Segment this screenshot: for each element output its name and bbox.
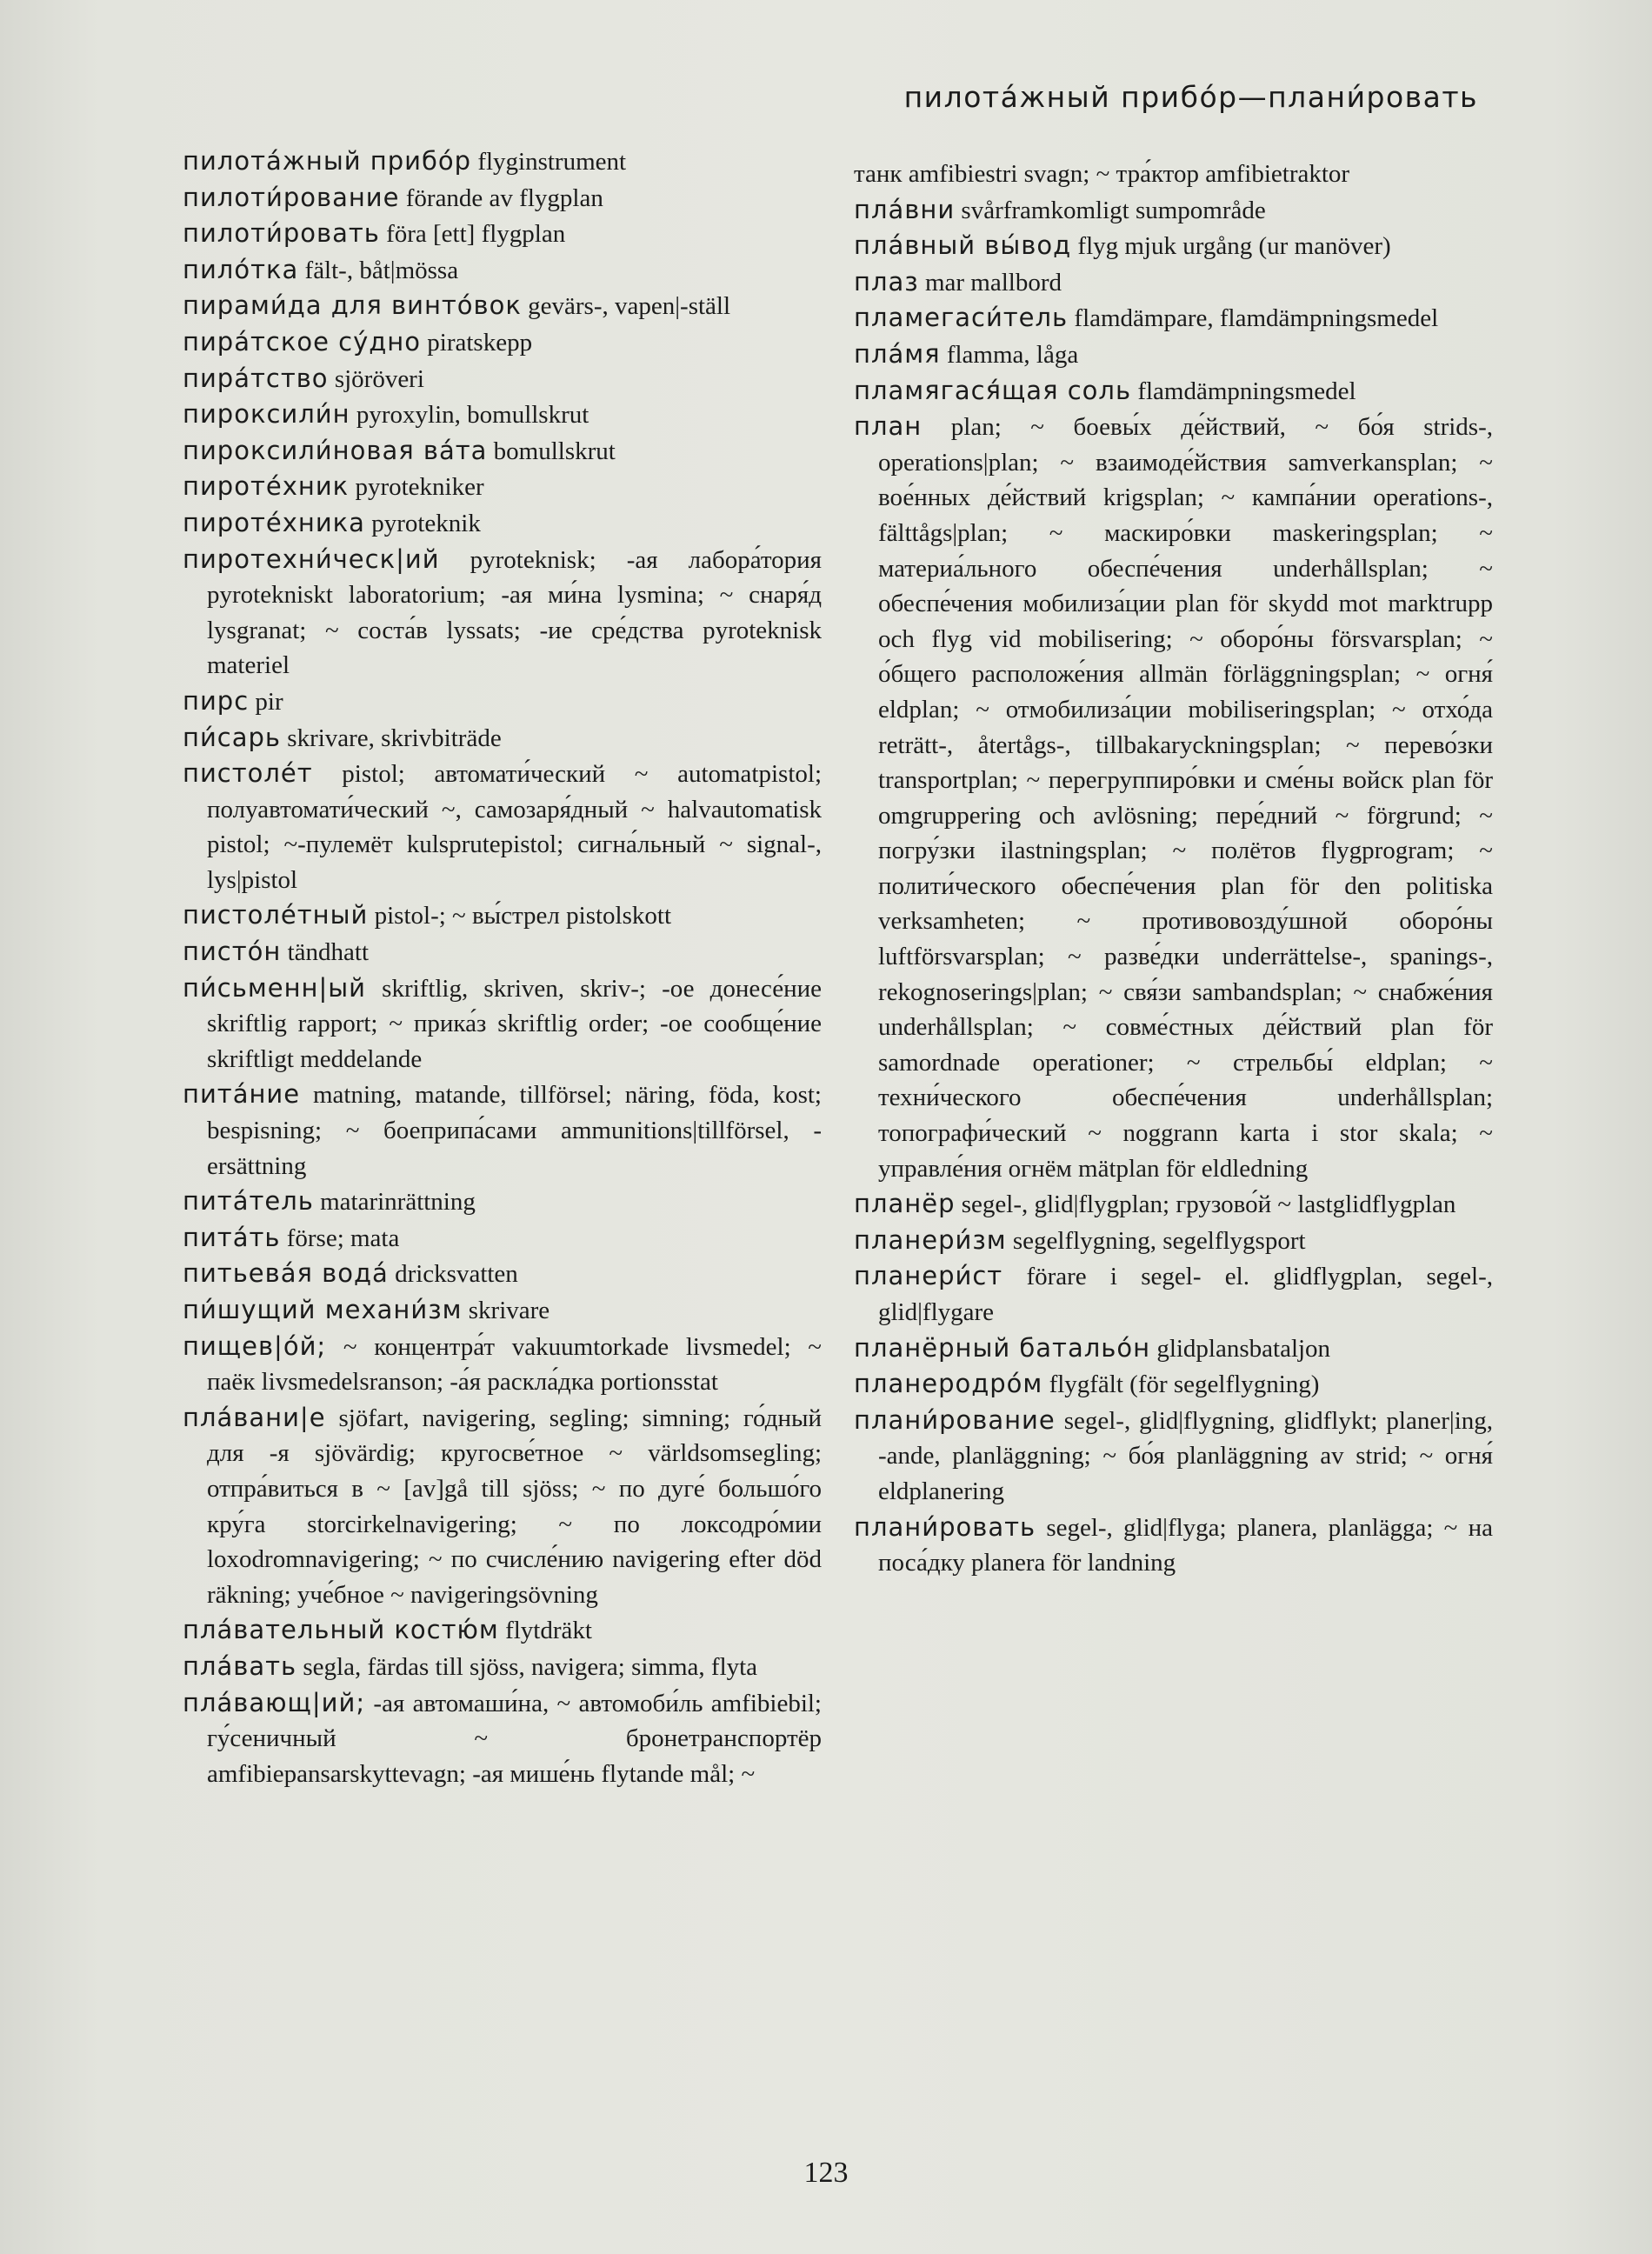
entry-headword: пира́тство — [183, 363, 329, 393]
entry-definition: skrivare — [462, 1297, 550, 1324]
entry-headword: пла́вный вы́вод — [854, 230, 1072, 261]
dictionary-entry — [854, 1186, 1493, 1223]
dictionary-entry — [183, 1220, 822, 1257]
entry-headword: пита́ние — [183, 1079, 301, 1110]
left-column — [183, 143, 822, 1791]
entry-headword: пирами́да для винто́вок — [183, 290, 522, 321]
entry-definition: -ая автомаши́на, ~ автомоби́ль amfibiebil; гу́сеничный ~ бронетранспортёр amfibiepansarskyttevagn; -ая мише́нь flytande mål; ~ — [207, 1689, 822, 1788]
entry-headword: пла́вани|е — [183, 1402, 326, 1432]
dictionary-entry — [183, 143, 822, 180]
entry-headword: писто́н — [183, 937, 282, 967]
dictionary-entry — [183, 1400, 822, 1613]
dictionary-entry — [183, 288, 822, 324]
dictionary-entry — [854, 1223, 1493, 1259]
entry-headword: пира́тское су́дно — [183, 326, 422, 357]
entry-definition: skrivare, skrivbiträde — [281, 724, 502, 752]
entry-headword: пилоти́рование — [183, 182, 400, 212]
dictionary-entry — [854, 228, 1493, 264]
dictionary-entry — [854, 1330, 1493, 1367]
dictionary-entry — [183, 505, 822, 542]
entry-headword: пла́вать — [183, 1650, 297, 1681]
dictionary-entry — [183, 684, 822, 720]
entry-headword: пи́сарь — [183, 722, 282, 752]
entry-definition: ~ концентра́т vakuumtorkade livsmedel; ~ паёк livsmedelsranson; -а́я раскла́дка portionsstat — [207, 1332, 822, 1397]
dictionary-entry — [854, 1403, 1493, 1510]
entry-headword: пла́вающ|ий; — [183, 1687, 366, 1717]
entry-headword: пламягася́щая соль — [854, 375, 1132, 405]
entry-definition: föra [ett] flygplan — [379, 220, 566, 249]
dictionary-entry — [183, 970, 822, 1077]
dictionary-entry — [854, 373, 1493, 410]
entry-definition: segla, färdas till sjöss, navigera; simma, flyta — [296, 1652, 758, 1681]
dictionary-entry — [854, 157, 1493, 192]
dictionary-entry — [854, 192, 1493, 229]
entry-definition: dricksvatten — [388, 1260, 518, 1289]
entry-headword: пироксили́новая ва́та — [183, 435, 488, 465]
dictionary-entry — [183, 756, 822, 897]
entry-definition: танк amfibiestri svagn; ~ тра́ктор amfibietraktor — [854, 160, 1350, 188]
dictionary-entry — [854, 337, 1493, 373]
entry-headword: пита́ть — [183, 1222, 281, 1252]
entry-headword: пило́тка — [183, 254, 299, 284]
dictionary-entry — [183, 897, 822, 934]
entry-definition: pyroxylin, bomullskrut — [350, 401, 590, 430]
entry-definition: sjöfart, navigering, segling; simning; го́дный для -я sjövärdig; кругосве́тное ~ världsomsegling; отпра́виться в ~ [av]gå till sjöss; ~ по дуге́ большо́го кру́га storcirkelnavigering; ~ по локсодро́мии loxodromnavigering; ~ по счисле́нию navigering efter död räkning; уче́бное ~ navigeringsövning — [207, 1404, 822, 1609]
entry-definition: skriftlig, skriven, skriv-; -ое донесе́ние skriftlig rapport; ~ прика́з skriftlig order; -ое сообще́ние skriftligt meddelande — [207, 974, 822, 1073]
entry-headword: пиротехни́ческ|ий — [183, 543, 440, 574]
entry-definition: flamdämpningsmedel — [1131, 377, 1356, 405]
entry-definition: sjöröveri — [328, 364, 424, 393]
entry-definition: matning, matande, tillförsel; näring, föda, kost; bespisning; ~ боеприпа́сами ammunitions|tillförsel, -ersättning — [207, 1081, 822, 1180]
dictionary-entry — [183, 1292, 822, 1329]
entry-definition: pistol-; ~ вы́стрел pistolskott — [368, 902, 672, 930]
running-header: пилота́жный прибо́р—плани́ровать — [903, 80, 1478, 114]
dictionary-entry — [183, 324, 822, 361]
entry-headword: пла́вательный костю́м — [183, 1615, 499, 1645]
entry-headword: пламегаси́тель — [854, 303, 1069, 333]
entry-definition: flamdämpare, flamdämpningsmedel — [1068, 304, 1439, 333]
entry-definition: segelflygning, segelflygsport — [1006, 1226, 1306, 1255]
entry-definition: plan; ~ боевы́х де́йствий, ~ бо́я strids-, operations|plan; ~ взаимоде́йствия samverkansplan; ~ вое́нных де́йствий krigsplan; ~ кампа́нии operations-, fälttågs|plan; ~ маскиро́вки maskeringsplan; ~ материа́льного обеспе́чения underhållsplan; ~ обеспе́чения мобилиза́ции plan för skydd mot marktrupp och flyg vid mobilisering; ~ оборо́ны försvarsplan; ~ о́бщего расположе́ния allmän förläggningsplan; ~ огня́ eldplan; ~ отмобилиза́ции mobiliseringsplan; ~ отхо́да reträtt-, återtågs-, tillbakaryckningsplan; ~ перево́зки transportplan; ~ перегруппиро́вки и сме́ны войск plan för omgruppering och avlösning; пере́дний ~ förgrund; ~ погру́зки ilastningsplan; ~ полётов flygprogram; ~ полити́ческого обеспе́чения plan för den politiska verksamheten; ~ противовозду́шной оборо́ны luftförsvarsplan; ~ разве́дки underrättelse-, spanings-, rekognoserings|plan; ~ свя́зи sambandsplan; ~ снабже́ния underhållsplan; ~ совме́стных де́йствий plan för samordnade operationer; ~ стрельбы́ eldplan; ~ техни́ческого обеспе́чения underhållsplan; топографи́ческий ~ noggrann karta i stor skala; ~ управле́ния огнём mätplan för eldledning — [878, 413, 1493, 1183]
entry-headword: пи́сьменн|ый — [183, 972, 366, 1003]
entry-definition: bomullskrut — [487, 437, 616, 465]
right-column — [854, 157, 1493, 1581]
entry-headword: пистоле́т — [183, 758, 313, 789]
entry-definition: fält-, båt|mössa — [298, 256, 459, 284]
dictionary-entry — [183, 1184, 822, 1220]
dictionary-entry — [854, 1366, 1493, 1403]
entry-definition: segel-, glid|flygplan; грузово́й ~ lastglidflygplan — [955, 1190, 1456, 1219]
entry-definition: glidplansbataljon — [1150, 1334, 1331, 1363]
entry-headword: плани́рование — [854, 1404, 1056, 1435]
entry-headword: планери́зм — [854, 1224, 1007, 1255]
entry-headword: пилота́жный прибо́р — [183, 146, 472, 176]
entry-headword: питьева́я вода́ — [183, 1258, 389, 1289]
entry-headword: пирс — [183, 685, 250, 716]
entry-headword: пищев|о́й; — [183, 1330, 327, 1361]
dictionary-entry — [183, 180, 822, 217]
entry-headword: пла́мя — [854, 338, 941, 369]
entry-headword: пи́шущий механи́зм — [183, 1295, 463, 1324]
dictionary-entry — [183, 469, 822, 505]
entry-definition: förare i segel- el. glidflygplan, segel-, glid|flygare — [878, 1263, 1493, 1326]
dictionary-entry — [183, 1077, 822, 1184]
entry-headword: планёрный батальо́н — [854, 1332, 1151, 1363]
dictionary-entry — [854, 409, 1493, 1186]
dictionary-entry — [183, 433, 822, 470]
dictionary-entry — [183, 397, 822, 433]
entry-headword: планери́ст — [854, 1261, 1003, 1291]
dictionary-entry — [183, 1649, 822, 1685]
dictionary-entry — [183, 252, 822, 289]
entry-definition: flyginstrument — [471, 148, 627, 176]
dictionary-entry — [854, 1258, 1493, 1330]
dictionary-entry — [183, 1612, 822, 1649]
entry-definition: svårframkomligt sumpområde — [955, 196, 1266, 224]
entry-definition: mar mallbord — [918, 268, 1062, 297]
entry-definition: förse; mata — [280, 1224, 400, 1252]
entry-definition: flamma, låga — [940, 340, 1079, 369]
entry-headword: планёр — [854, 1189, 956, 1219]
entry-definition: segel-, glid|flygning, glidflykt; planer|ing, -ande, planläggning; ~ бо́я planläggning av strid; ~ огня́ eldplanering — [878, 1406, 1493, 1505]
entry-definition: pyroteknik — [364, 509, 481, 537]
dictionary-entry — [183, 934, 822, 970]
entry-definition: pyroteknisk; -ая лабора́тория pyrotekniskt laboratorium; -ая ми́на lysmina; ~ снаря́д lysgranat; ~ соста́в lyssats; -ие сре́дства pyroteknisk materiel — [207, 545, 822, 680]
entry-definition: matarinrättning — [313, 1188, 476, 1217]
entry-headword: пироксили́н — [183, 399, 350, 430]
entry-definition: piratskepp — [421, 328, 533, 357]
entry-headword: пла́вни — [854, 194, 956, 224]
dictionary-entry — [183, 720, 822, 757]
entry-definition: segel-, glid|flyga; planera, planlägga; ~ на поса́дку planera för landning — [878, 1513, 1493, 1577]
entry-definition: flytdräkt — [498, 1617, 592, 1645]
entry-definition: pistol; автомати́ческий ~ automatpistol; полуавтомати́ческий ~, самозаря́дный ~ halvautomatisk pistol; ~-пулемёт kulsprutepistol; сигна́льный ~ signal-, lys|pistol — [207, 760, 822, 894]
entry-headword: пилоти́ровать — [183, 218, 380, 249]
entry-definition: flygfält (för segelflygning) — [1042, 1370, 1320, 1399]
entry-headword: пироте́хника — [183, 507, 365, 537]
dictionary-entry — [183, 216, 822, 252]
entry-headword: пистоле́тный — [183, 900, 369, 930]
entry-headword: плаз — [854, 266, 919, 297]
dictionary-entry — [183, 542, 822, 684]
dictionary-entry — [854, 264, 1493, 301]
entry-headword: плани́ровать — [854, 1511, 1036, 1542]
dictionary-entry — [183, 1685, 822, 1792]
entry-headword: пироте́хник — [183, 471, 350, 502]
entry-definition: pir — [249, 687, 283, 716]
entry-definition: pyrotekniker — [349, 473, 484, 502]
entry-definition: förande av flygplan — [399, 183, 603, 212]
entry-headword: план — [854, 411, 923, 442]
entry-headword: планеродро́м — [854, 1369, 1043, 1399]
dictionary-entry — [183, 1256, 822, 1292]
dictionary-entry — [183, 361, 822, 397]
dictionary-entry — [854, 1510, 1493, 1581]
dictionary-entry — [854, 300, 1493, 337]
entry-definition: gevärs-, vapen|-ställ — [521, 292, 731, 321]
entry-definition: flyg mjuk urgång (ur manöver) — [1071, 232, 1391, 261]
entry-headword: пита́тель — [183, 1186, 314, 1217]
page-number: 123 — [803, 2157, 849, 2189]
dictionary-entry — [183, 1329, 822, 1400]
entry-definition: tändhatt — [281, 938, 370, 967]
